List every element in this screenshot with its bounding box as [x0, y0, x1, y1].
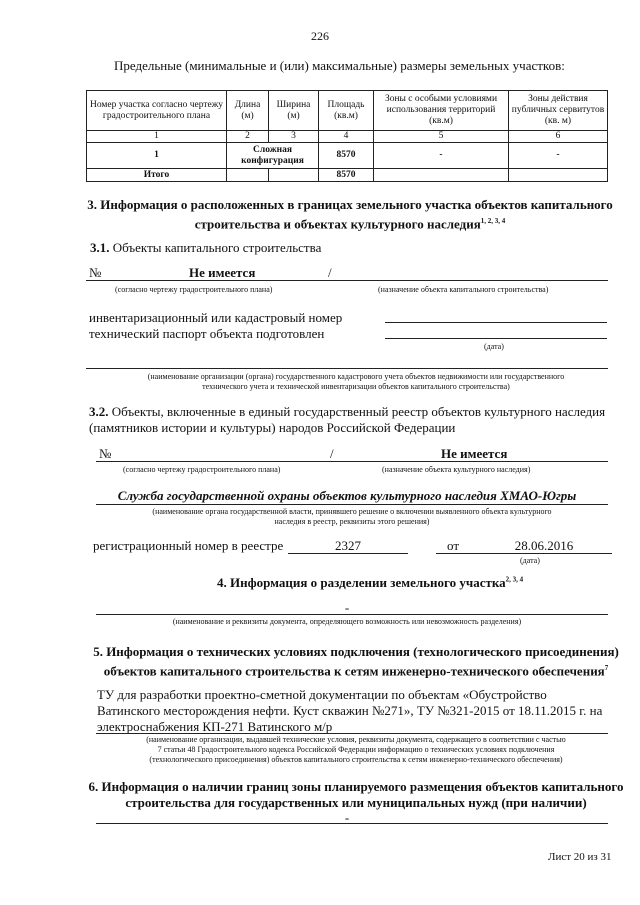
field-line-2 [96, 461, 608, 462]
zones-cell: - [374, 143, 509, 169]
section-3-title: 3. Информация о расположенных в границах земельного участка объектов капитального строительства и объектах культурного наследия$^{1, 2, 3, 4}$ [87, 197, 613, 232]
inventory-label: инвентаризационный или кадастровый номер технический паспорт объекта подготовлен [89, 310, 343, 341]
organization-line [86, 368, 608, 369]
number-cell: 6 [509, 131, 608, 143]
section-5-text: ТУ для разработки проектно-сметной документации по объектам «Обустройство Ватинского месторождения нефти. Куст скважин №271», ТУ №321-2015 от 18.11.2015 г. на электроснабжения КП-271 Ватинского м/р [97, 687, 603, 734]
caption-drawing-2: (согласно чертежу градостроительного плана) [123, 465, 281, 474]
registry-date-line [436, 553, 612, 554]
header-cell: Ширина (м) [269, 91, 319, 131]
caption-drawing: (согласно чертежу градостроительного плана) [115, 285, 273, 294]
number-cell: 5 [374, 131, 509, 143]
number-cell: 2 [227, 131, 269, 143]
caption-organization: (наименование организации (органа) государственного кадастрового учета объектов недвижимости или государственного технического учета и технической инвентаризации объектов капитального строительства) [147, 372, 565, 391]
registry-number: 2327 [335, 538, 361, 553]
registry-number-line [288, 553, 408, 554]
number-cell: 4 [319, 131, 374, 143]
plot-number-cell: 1 [87, 143, 227, 169]
table-caption: Предельные (минимальные и (или) максимальные) размеры земельных участков: [114, 58, 565, 73]
area-cell: 8570 [319, 143, 374, 169]
section-3-2-heading: 3.2. Объекты, включенные в единый государственный реестр объектов культурного наследия (памятников истории и культуры) народов Российской Федерации [89, 404, 606, 435]
caption-authority: (наименование органа государственной власти, принявшего решение о включении выявленного объекта культурного наследия в реестр, реквизиты этого решения) [152, 507, 552, 526]
passport-date-line [385, 338, 607, 339]
slash: / [328, 265, 332, 280]
section-3-1-heading: 3.1. Объекты капитального строительства [90, 240, 322, 255]
number-sign-2: № [99, 446, 112, 461]
page-number: 226 [311, 29, 329, 43]
authority-line [96, 504, 608, 505]
from-label: от [447, 538, 460, 553]
caption-section-4: (наименование и реквизиты документа, определяющего возможность или невозможность разделения) [172, 617, 522, 626]
caption-date-2: (дата) [520, 556, 540, 565]
header-cell: Зоны с особыми условиями использования территорий (кв.м) [374, 91, 509, 131]
section-6-line [96, 823, 608, 824]
number-cell: 1 [87, 131, 227, 143]
registry-date: 28.06.2016 [514, 538, 574, 553]
caption-section-5: (наименование организации, выдавшей технические условия, реквизиты документа, содержащего в соответствии с частью 7 статьи 48 Градостроительного кодекса Российской Федерации информацию о технических условиях подключения (технологического присоединения) объектов капитального строительства к сетям инженерно-технического обеспечения) [146, 735, 566, 764]
header-cell: Длина (м) [227, 91, 269, 131]
inventory-number-line [385, 322, 607, 323]
section-4-value: - [344, 600, 350, 615]
header-cell: Зоны действия публичных сервитутов (кв. м) [509, 91, 608, 131]
servitudes-cell: - [509, 143, 608, 169]
table-row [87, 143, 608, 169]
plot-dimensions-table [86, 90, 608, 182]
not-exists-value-2: Не имеется [441, 446, 508, 461]
registry-label: регистрационный номер в реестре [93, 538, 284, 553]
section-5-title: 5. Информация о технических условиях подключения (технологического присоединения) объектов капитального строительства к сетям инженерно-технического обеспечения$^7$ [93, 644, 619, 679]
caption-date: (дата) [484, 342, 504, 351]
section-4-title: 4. Информация о разделении земельного участка$^{2, 3, 4}$ [217, 575, 524, 590]
caption-purpose: (назначение объекта капитального строительства) [378, 285, 549, 294]
total-label-cell: Итого [87, 169, 227, 182]
field-line [86, 280, 608, 281]
sheet-counter: Лист 20 из 31 [548, 851, 612, 863]
header-cell: Номер участка согласно чертежу градостроительного плана [87, 91, 227, 131]
heritage-authority: Служба государственной охраны объектов культурного наследия ХМАО-Югры [117, 488, 577, 503]
table-header-row [87, 91, 608, 131]
slash-2: / [330, 446, 334, 461]
section-4-line [96, 614, 608, 615]
number-cell: 3 [269, 131, 319, 143]
header-cell: Площадь (кв.м) [319, 91, 374, 131]
total-area-cell: 8570 [319, 169, 374, 182]
not-exists-value: Не имеется [189, 265, 256, 280]
section-6-title: 6. Информация о наличии границ зоны планируемого размещения объектов капитального строительства для государственных или муниципальных нужд (при наличии) [88, 779, 624, 810]
shape-cell: Сложная конфигурация [227, 143, 319, 169]
table-number-row [87, 131, 608, 143]
caption-purpose-2: (назначение объекта культурного наследия) [382, 465, 531, 474]
number-sign: № [89, 265, 102, 280]
section-5-line [96, 733, 608, 734]
section-6-value: - [344, 810, 350, 825]
table-total-row [87, 169, 608, 182]
